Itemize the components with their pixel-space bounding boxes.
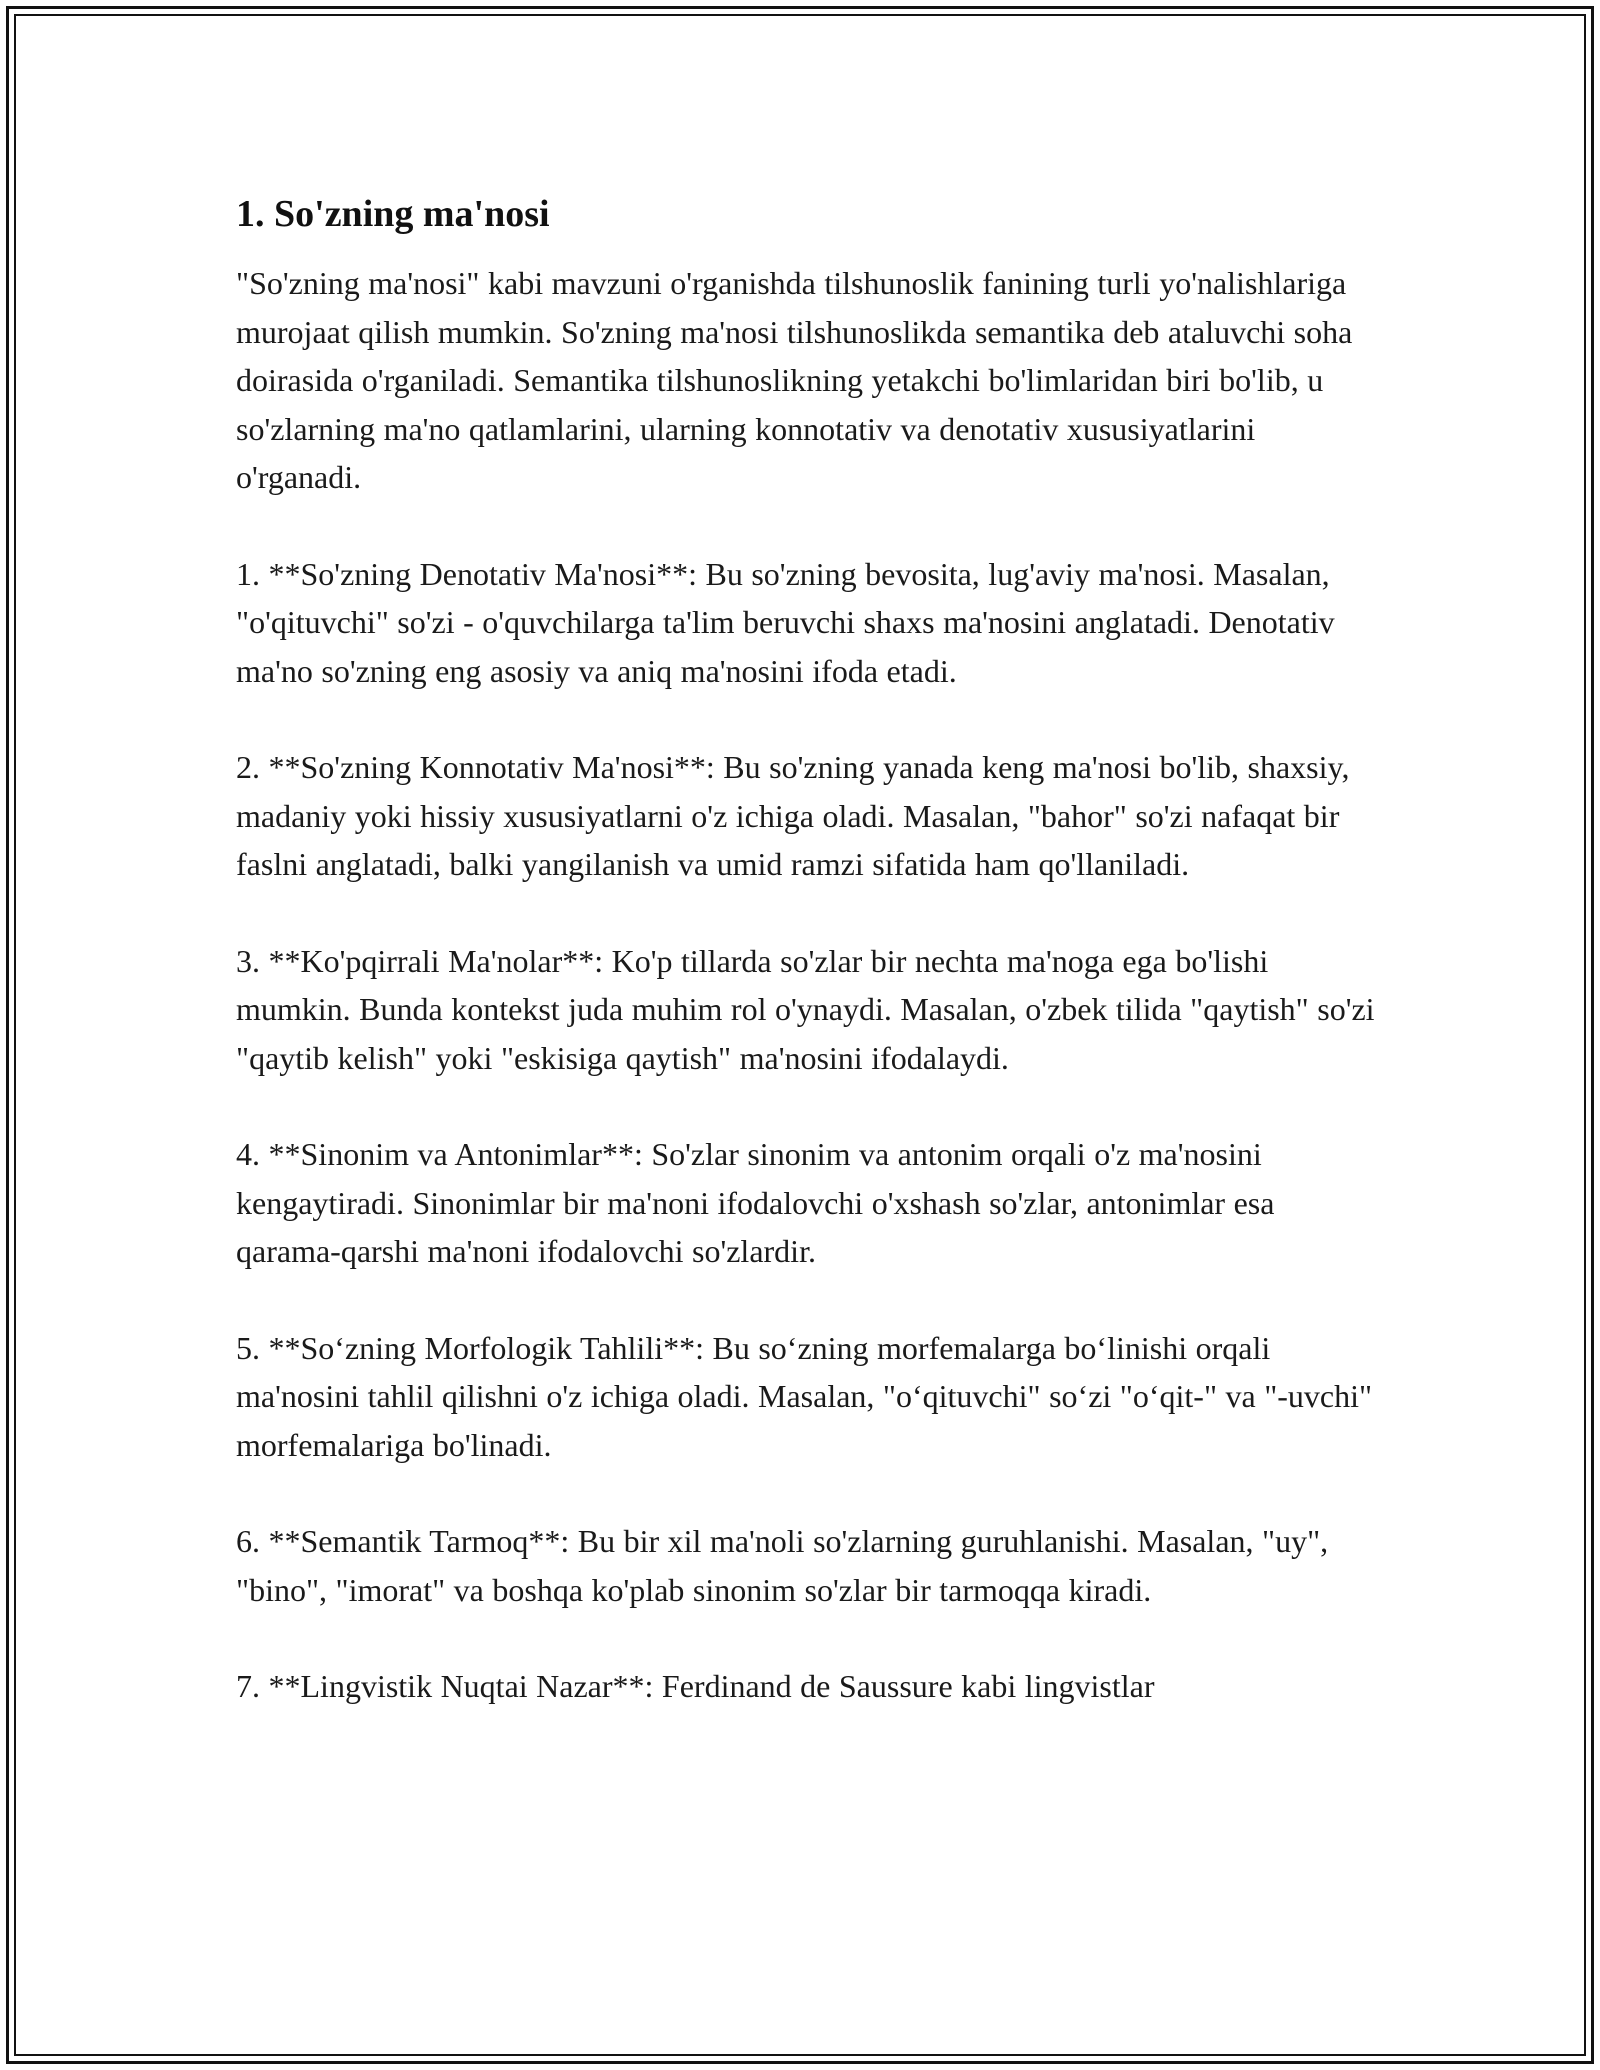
list-item-kopqirrali: 3. **Ko'pqirrali Ma'nolar**: Ko'p tillarda so'zlar bir nechta ma'noga ega bo'lishi mumkin. Bunda kontekst juda muhim rol o'ynaydi. Masalan, o'zbek tilida "qaytish" so'zi "qaytib kelish" yoki "eskisiga qaytish" ma'nosini ifodalaydi. [236, 942, 1375, 1076]
list-item-morfologik: 5. **So‘zning Morfologik Tahlili**: Bu so‘zning morfemalarga bo‘linishi orqali ma'nosini tahlil qilishni o'z ichiga oladi. Masalan, "o‘qituvchi" so‘zi "o‘qit-" va "-uvchi" morfemalariga bo'linadi. [236, 1329, 1373, 1463]
list-item-sinonim-antonim: 4. **Sinonim va Antonimlar**: So'zlar sinonim va antonim orqali o'z ma'nosini kengaytiradi. Sinonimlar bir ma'noni ifodalovchi o'xshash so'zlar, antonimlar esa qarama-qarshi ma'noni ifodalovchi so'zlardir. [236, 1136, 1275, 1269]
page-title: 1. So'zning ma'nosi [236, 193, 550, 235]
list-item-denotativ: 1. **So'zning Denotativ Ma'nosi**: Bu so'zning bevosita, lug'aviy ma'nosi. Masalan, "o'qituvchi" so'zi - o'quvchilarga ta'lim beruvchi shaxs ma'nosini anglatadi. Denotativ ma'no so'zning eng asosiy va aniq ma'nosini ifoda etadi. [236, 555, 1335, 689]
list-item-lingvistik: 7. **Lingvistik Nuqtai Nazar**: Ferdinand de Saussure kabi lingvistlar [236, 1668, 1155, 1704]
list-item-semantik-tarmoq: 6. **Semantik Tarmoq**: Bu bir xil ma'noli so'zlarning guruhlanishi. Masalan, "uy", "bino", "imorat" va boshqa ko'plab sinonim so'zlar bir tarmoqqa kiradi. [236, 1523, 1329, 1608]
document-body [236, 185, 1386, 1759]
list-item-konnotativ: 2. **So'zning Konnotativ Ma'nosi**: Bu so'zning yanada keng ma'nosi bo'lib, shaxsiy, madaniy yoki hissiy xususiyatlarni o'z ichiga oladi. Masalan, "bahor" so'zi nafaqat bir faslni anglatadi, balki yangilanish va umid ramzi sifatida ham qo'llaniladi. [236, 749, 1350, 882]
intro-paragraph: "So'zning ma'nosi" kabi mavzuni o'rganishda tilshunoslik fanining turli yo'nalishlariga murojaat qilish mumkin. So'zning ma'nosi tilshunoslikda semantika deb ataluvchi soha doirasida o'rganiladi. Semantika tilshunoslikning yetakchi bo'limlaridan biri bo'lib, u so'zlarning ma'no qatlamlarini, ularning konnotativ va denotativ xususiyatlarini o'rganadi. [236, 265, 1353, 495]
